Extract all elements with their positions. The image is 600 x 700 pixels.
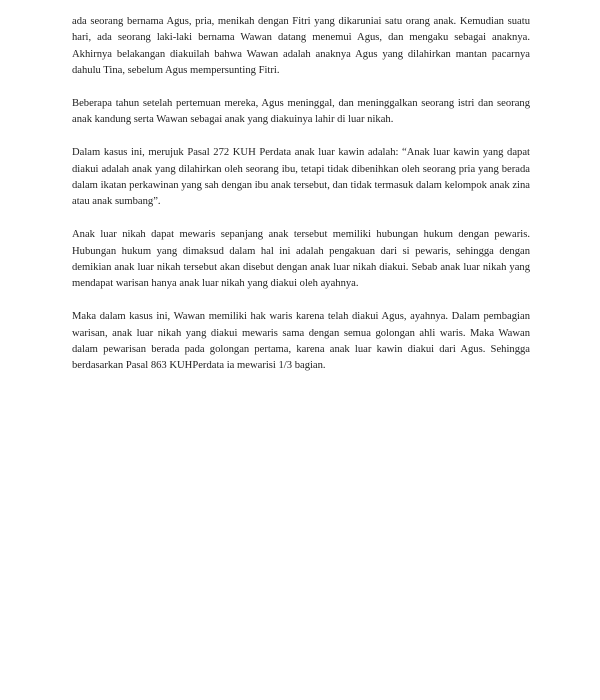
paragraph-1: ada seorang bernama Agus, pria, menikah dengan Fitri yang dikaruniai satu orang anak. Kemudian suatu hari, ada seorang laki-laki bernama Wawan datang menemui Agus, dan mengaku sebagai anaknya. Akhirnya belakangan diakuilah bahwa Wawan adalah anaknya Agus yang dilahirkan mantan pacarnya dahulu Tina, sebelum Agus mempersunting Fitri.	[72, 16, 530, 77]
paragraph-5: Maka dalam kasus ini, Wawan memiliki hak waris karena telah diakui Agus, ayahnya. Dalam pembagian warisan, anak luar nikah yang diakui mewaris sama dengan semua golongan ahli waris. Maka Wawan dalam pewarisan berada pada golongan pertama, karena anak luar kawin diakui dari Agus. Sehingga berdasarkan Pasal 863 KUHPerdata ia mewarisi 1/3 bagian.	[72, 311, 530, 372]
document-body	[72, 14, 530, 391]
paragraph-4: Anak luar nikah dapat mewaris sepanjang anak tersebut memiliki hubungan hukum dengan pewaris. Hubungan hukum yang dimaksud dalam hal ini adalah pengakuan dari si pewaris, sehingga dengan demikian anak luar nikah tersebut akan disebut dengan anak luar nikah diakui. Sebab anak luar nikah yang mendapat warisan hanya anak luar nikah yang diakui oleh ayahnya.	[72, 229, 530, 290]
paragraph-3: Dalam kasus ini, merujuk Pasal 272 KUH Perdata anak luar kawin adalah: “Anak luar kawin yang dapat diakui adalah anak yang dilahirkan oleh seorang ibu, tetapi tidak dibenihkan oleh seorang pria yang berada dalam ikatan perkawinan yang sah dengan ibu anak tersebut, dan tidak termasuk dalam kelompok anak zina atau anak sumbang”.	[72, 147, 530, 208]
paragraph-2: Beberapa tahun setelah pertemuan mereka, Agus meninggal, dan meninggalkan seorang istri dan seorang anak kandung serta Wawan sebagai anak yang diakuinya lahir di luar nikah.	[72, 98, 530, 126]
